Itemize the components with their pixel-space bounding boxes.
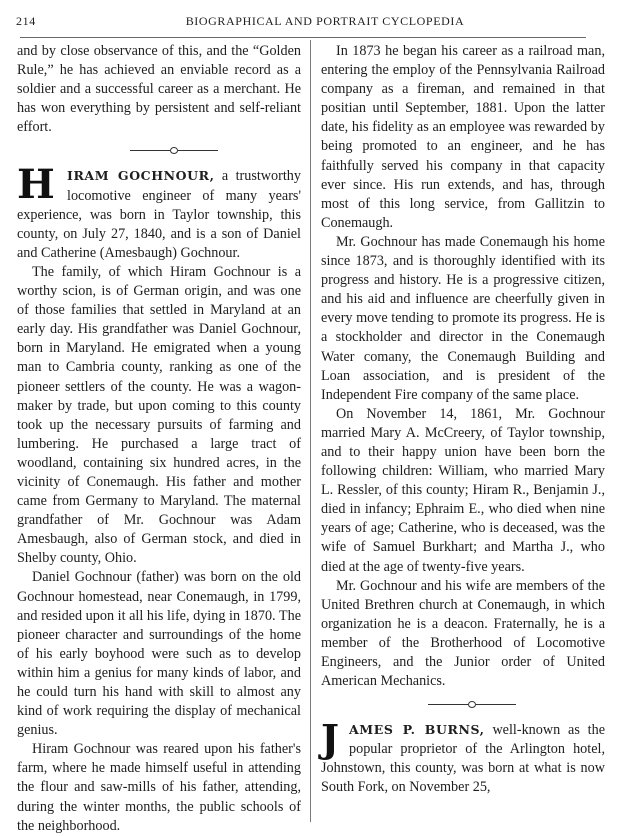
body-paragraph: Mr. Gochnour has made Conemaugh his home since 1873, and is thoroughly identified with its progress and history. He is a progressive citizen, and his aid and influence are cheerfully given in every move tending to promote its progress. He is a stockholder and director in the Conemaugh Water comany, the Conemaugh Building and Loan association, and is president of the Independent Fire company of the same place. xyxy=(321,233,605,403)
section-divider-ornament xyxy=(321,694,605,716)
page-header xyxy=(16,12,604,32)
ornament-dot-icon xyxy=(170,147,178,154)
right-column xyxy=(321,42,605,798)
bio-lead-paragraph-hiram-gochnour xyxy=(17,161,301,262)
ornament-dot-icon xyxy=(468,701,476,708)
body-paragraph: Mr. Gochnour and his wife are members of the United Brethren church at Conemaugh, in which organization he is a deacon. Fraternally, he is a member of the Brotherhood of Locomotive Engineers, and the Junior order of United American Mechanics. xyxy=(321,577,605,690)
body-paragraph: The family, of which Hiram Gochnour is a worthy scion, is of German origin, and was one of those families that settled in Maryland at an early day. His grandfather was Daniel Gochnour, born in Maryland. He emigrated when a young man to Cambria county, ranking as one of the pioneer settlers of the county. He was a wagon-maker by trade, but upon coming to this county took up the necessary pursuits of farming and lumbering. He purchased a large tract of woodland, containing six hundred acres, in the vicinity of Conemaugh. His father and mother came from Germany to Maryland. The maternal grandfather of Mr. Gochnour was Adam Amesbaugh, also of German stock, and died in Shelby county, Ohio. xyxy=(17,263,301,567)
section-divider-ornament xyxy=(17,140,301,162)
body-paragraph: Daniel Gochnour (father) was born on the old Gochnour homestead, near Conemaugh, in 1799, and resided upon it all his life, dying in 1870. The pioneer character and surroundings of the home of his early boyhood were such as to develop within him a genius for many kinds of labor, and he could turn his hand with skill to almost any kind of work requiring the display of mechanical genius. xyxy=(17,569,301,739)
body-paragraph: In 1873 he began his career as a railroad man, entering the employ of the Pennsylvania Railroad company as a fireman, and remained in that positian until September, 1881. Upon the latter date, his fidelity as an employee was rewarded by being promoted to an engineer, and he has faithfully served his company in that capacity ever since. His run extends, and has, through most of this long service, from Gallitzin to Conemaugh. xyxy=(321,43,605,231)
bio-lead-paragraph-james-p-burns xyxy=(321,716,605,797)
column-divider-rule xyxy=(310,40,311,822)
dropcap-letter: H xyxy=(17,161,55,209)
header-rule xyxy=(20,37,586,38)
body-paragraph: Hiram Gochnour was reared upon his father's farm, where he made himself useful in attending the flour and saw-mills of his father, attending, during the winter months, the public schools of the neighborhood. xyxy=(17,741,301,834)
dropcap-letter: J xyxy=(321,716,339,762)
body-paragraph: On November 14, 1861, Mr. Gochnour married Mary A. McCreery, of Taylor township, and to their happy union have been born the following children: William, who married Mary L. Ressler, of this county; Hiram R., Benjamin J., died in infancy; Ephraim E., who died when nine years of age; Catherine, who is deceased, was the wife of Samuel Burkhart; and Martha J., who died at the age of twenty-five years. xyxy=(321,405,605,575)
bio-name-heading: IRAM GOCHNOUR, xyxy=(67,168,215,184)
bio-lead-text: a trustworthy locomotive engineer of many years' experience, was born in Taylor township, this county, on July 27, 1840, and is a son of Daniel and Catherine (Amesbaugh) Gochnour. xyxy=(17,168,301,261)
continuation-paragraph: and by close observance of this, and the “Golden Rule,” he has achieved an enviable record as a soldier and a successful career as a merchant. He has won everything by persistent and self-reliant effort. xyxy=(17,43,301,136)
running-title: BIOGRAPHICAL AND PORTRAIT CYCLOPEDIA xyxy=(185,14,465,28)
bio-name-heading: AMES P. BURNS, xyxy=(349,722,485,738)
left-column xyxy=(17,42,301,836)
page-number: 214 xyxy=(16,14,36,28)
bio-lead-text: well-known as the popular proprietor of the Arlington hotel, Johnstown, this county, was born at what is now South Fork, on November 25, xyxy=(321,722,605,796)
